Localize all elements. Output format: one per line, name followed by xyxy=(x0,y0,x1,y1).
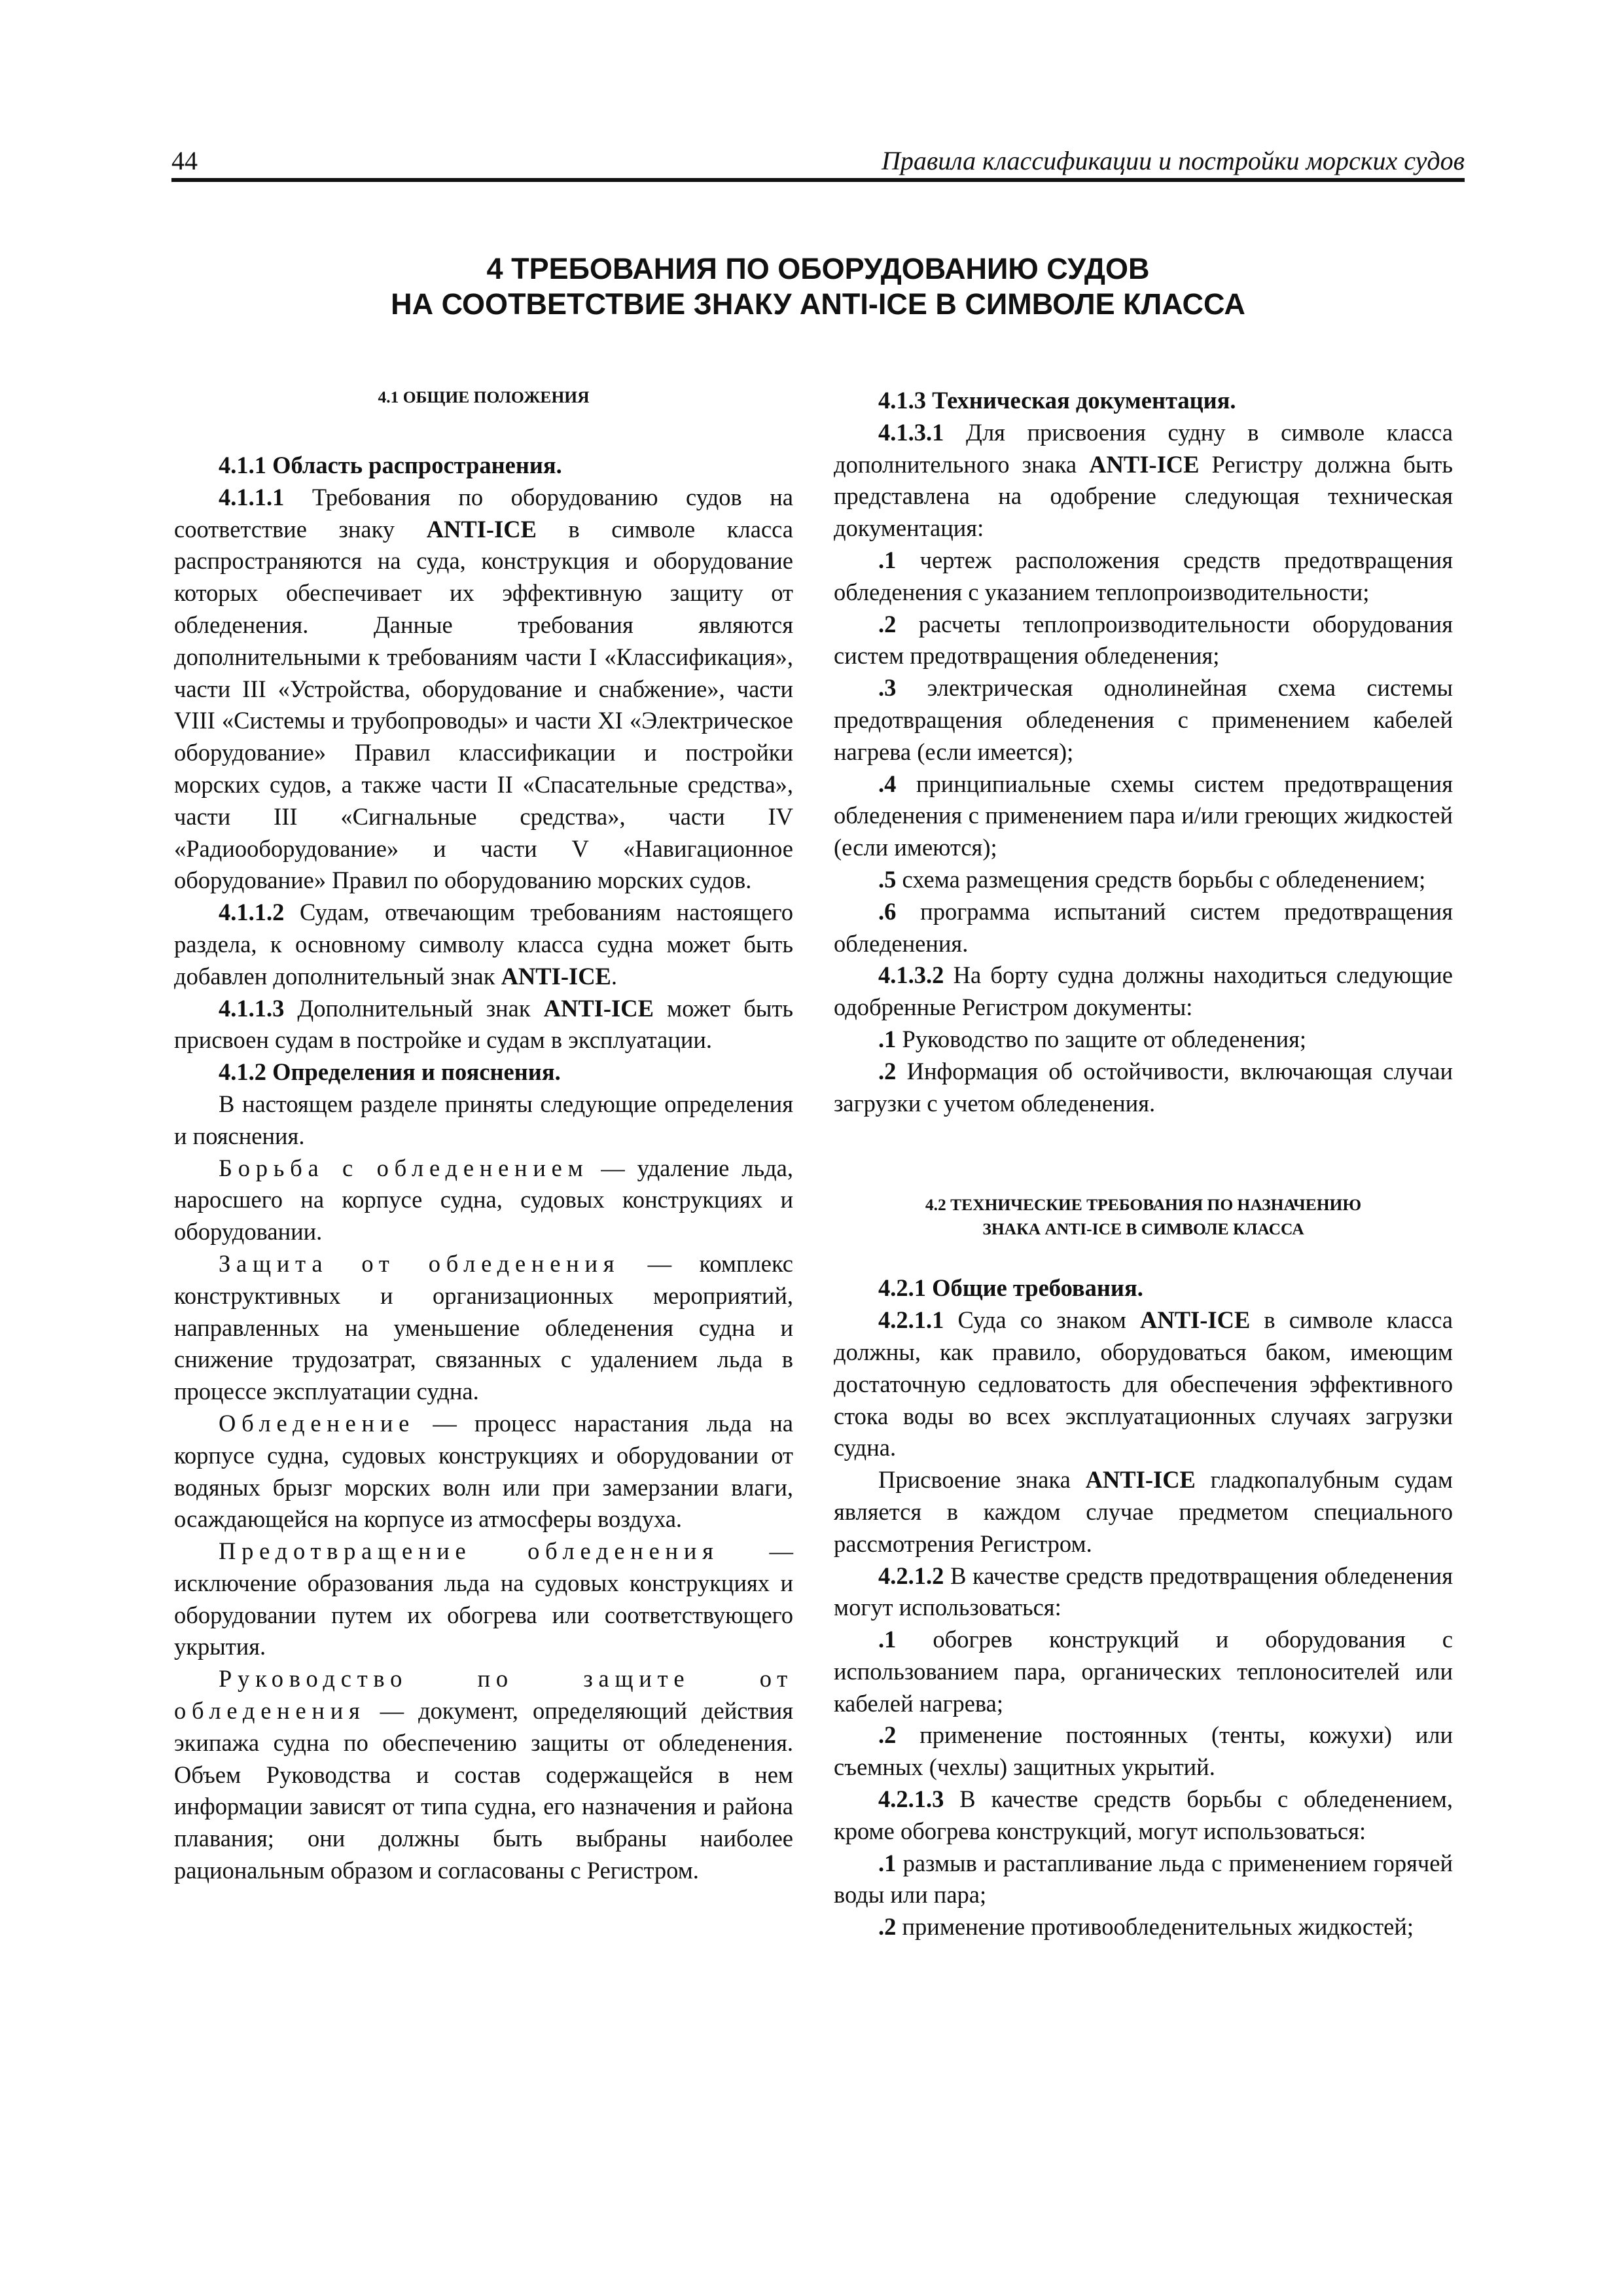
clause-number: 4.1.3.2 xyxy=(878,961,944,989)
item-text: электрическая однолинейная схема системы предотвращения обледенения с применением кабелей нагрева (если имеется); xyxy=(834,674,1453,765)
list-item-4-2-1-3-2 xyxy=(834,1911,1453,1943)
paragraph-text: Суда со знаком xyxy=(944,1306,1140,1334)
definition-ice-protection xyxy=(174,1248,793,1408)
item-text: Информация об остойчивости, включающая случаи загрузки с учетом обледенения. xyxy=(834,1057,1453,1117)
item-number: .1 xyxy=(878,546,897,573)
definition-ice-removal xyxy=(174,1153,793,1248)
list-item-4-2-1-2-2 xyxy=(834,1719,1453,1784)
list-item-4-1-3-2-2 xyxy=(834,1056,1453,1120)
paragraph-text: На борту судна должны находиться следующие одобренные Регистром документы: xyxy=(834,961,1453,1021)
section-4-2-title xyxy=(834,1193,1453,1241)
definition-text: — комплекс конструктивных и организационных мероприятий, направленных на уменьшение обледенения судна и снижение трудозатрат, связанных с удалением льда в процессе эксплуатации судна. xyxy=(174,1249,793,1405)
item-text: чертеж расположения средств предотвращения обледенения с указанием теплопроизводительности; xyxy=(834,546,1453,605)
item-text: размыв и растапливание льда с применением горячей воды или пара; xyxy=(834,1849,1453,1909)
item-number: .2 xyxy=(878,610,897,637)
definition-text: — процесс нарастания льда на корпусе судна, судовых конструкциях и оборудовании от водяных брызг морских волн или при замерзании влаги, осаждающейся на корпусе из атмосферы воздуха. xyxy=(174,1409,793,1533)
definition-icing-prevention xyxy=(174,1535,793,1663)
item-number: .1 xyxy=(878,1849,897,1876)
list-item-4-2-1-2-1 xyxy=(834,1624,1453,1719)
paragraph-4-2-1-1 xyxy=(834,1304,1453,1464)
heading-4-1-3: 4.1.3 Техническая документация. xyxy=(878,387,1236,414)
paragraph-4-2-1-2 xyxy=(834,1560,1453,1624)
left-column xyxy=(174,385,793,1887)
definition-text: — удаление льда, наросшего на корпусе судна, судовых конструкциях и оборудовании. xyxy=(174,1154,793,1246)
paragraph-4-2-1-1-cont xyxy=(834,1464,1453,1560)
chapter-title-line-1: 4 ТРЕБОВАНИЯ ПО ОБОРУДОВАНИЮ СУДОВ xyxy=(486,252,1150,285)
definition-icing-manual xyxy=(174,1663,793,1887)
list-item-4-1-3-1-4 xyxy=(834,768,1453,864)
paragraph-text: В качестве средств борьбы с обледенением, кроме обогрева конструкций, могут использоваться: xyxy=(834,1785,1453,1844)
definition-term: Защита от обледенения xyxy=(219,1249,620,1277)
paragraph-text: Дополнительный знак xyxy=(284,994,544,1022)
clause-number: 4.1.1.2 xyxy=(219,899,285,926)
paragraph-text: В качестве средств предотвращения обледенения могут использоваться: xyxy=(834,1562,1453,1621)
item-number: .2 xyxy=(878,1057,897,1085)
definition-text: — исключение образования льда на судовых конструкциях и оборудовании путем их обогрева или соответствующего укрытия. xyxy=(174,1537,793,1660)
clause-number: 4.2.1.3 xyxy=(878,1785,944,1813)
list-item-4-1-3-1-1 xyxy=(834,545,1453,609)
item-number: .3 xyxy=(878,674,897,702)
item-text: обогрев конструкций и оборудования с использованием пара, органических теплоносителей или кабелей нагрева; xyxy=(834,1626,1453,1717)
paragraph-4-1-1-1 xyxy=(174,482,793,897)
item-text: принципиальные схемы систем предотвращения обледенения с применением пара и/или греющих жидкостей (если имеются); xyxy=(834,770,1453,861)
paragraph-text: . xyxy=(611,962,618,990)
paragraph-text: Для присвоения судну в символе класса дополнительного знака xyxy=(834,418,1453,478)
clause-number: 4.1.1.3 xyxy=(219,994,285,1022)
clause-number: 4.1.3.1 xyxy=(878,418,944,446)
running-title: Правила классификации и постройки морских судов xyxy=(881,146,1465,175)
item-number: .1 xyxy=(878,1025,897,1052)
item-text: схема размещения средств борьбы с обледенением; xyxy=(896,865,1426,893)
class-notation: ANTI-ICE xyxy=(1085,1466,1196,1494)
item-text: применение противообледенительных жидкостей; xyxy=(896,1913,1414,1941)
class-notation: ANTI-ICE xyxy=(543,994,654,1022)
item-text: применение постоянных (тенты, кожухи) или съемных (чехлы) защитных укрытий. xyxy=(834,1721,1453,1781)
list-item-4-2-1-3-1 xyxy=(834,1848,1453,1912)
chapter-title xyxy=(171,251,1465,322)
class-notation: ANTI-ICE xyxy=(1139,1306,1251,1334)
clause-number: 4.2.1.2 xyxy=(878,1562,944,1589)
item-number: .5 xyxy=(878,865,897,893)
heading-4-1-1: 4.1.1 Область распространения. xyxy=(219,452,562,478)
right-column xyxy=(834,385,1453,1943)
class-notation: ANTI-ICE xyxy=(1089,450,1200,478)
heading-4-2-1: 4.2.1 Общие требования. xyxy=(878,1274,1143,1302)
class-notation: ANTI-ICE xyxy=(501,962,611,990)
item-text: расчеты теплопроизводительности оборудования систем предотвращения обледенения; xyxy=(834,610,1453,670)
list-item-4-1-3-2-1 xyxy=(834,1024,1453,1056)
page-number: 44 xyxy=(171,146,198,175)
paragraph-text: Судам, отвечающим требованиям настоящего раздела, к основному символу класса судна может быть добавлен дополнительный знак xyxy=(174,899,793,990)
paragraph-4-2-1-3 xyxy=(834,1784,1453,1848)
paragraph-text: Присвоение знака xyxy=(878,1466,1086,1494)
item-text: Руководство по защите от обледенения; xyxy=(896,1025,1307,1052)
item-number: .2 xyxy=(878,1721,897,1749)
paragraph-text: в символе класса распространяются на суда, конструкция и оборудование которых обеспечивает их эффективную защиту от обледенения. Данные требования являются дополнительными к требованиям части I «Классификация», части III «Устройства, оборудование и снабжение», части VIII «Системы и трубопроводы» и части XI «Электрическое оборудование» Правил классификации и постройки морских судов, а также части II «Спасательные средства», части III «Сигнальные средства», части IV «Радиооборудование» и части V «Навигационное оборудование» Правил по оборудованию морских судов. xyxy=(174,515,793,894)
section-4-2-title-line-1: 4.2 ТЕХНИЧЕСКИЕ ТРЕБОВАНИЯ ПО НАЗНАЧЕНИЮ xyxy=(925,1195,1362,1215)
paragraph-4-1-3-2 xyxy=(834,960,1453,1024)
paragraph-4-1-1-3 xyxy=(174,993,793,1057)
page-header xyxy=(171,145,1465,182)
definition-term: Руководство по защите от обледенения xyxy=(174,1665,793,1725)
clause-number: 4.2.1.1 xyxy=(878,1306,944,1334)
list-item-4-1-3-1-6 xyxy=(834,896,1453,960)
paragraph-text: гладкопалубным судам является в каждом случае предметом специального рассмотрения Регистром. xyxy=(834,1466,1453,1557)
paragraph-4-1-1-2 xyxy=(174,897,793,992)
item-number: .2 xyxy=(878,1913,897,1941)
paragraph-definitions-intro: В настоящем разделе приняты следующие определения и пояснения. xyxy=(174,1090,793,1149)
class-notation: ANTI-ICE xyxy=(426,515,537,543)
definition-term: Обледенение xyxy=(219,1409,416,1437)
item-number: .4 xyxy=(878,770,897,797)
section-4-2-title-line-2: ЗНАКА ANTI-ICE В СИМВОЛЕ КЛАССА xyxy=(982,1219,1304,1239)
definition-icing xyxy=(174,1408,793,1535)
section-4-1-title: 4.1 ОБЩИЕ ПОЛОЖЕНИЯ xyxy=(378,387,590,406)
paragraph-text: в символе класса должны, как правило, оборудоваться баком, имеющим достаточную седловатость для обеспечения эффективного стока воды во всех эксплуатационных случаях загрузки судна. xyxy=(834,1306,1453,1462)
paragraph-text: Требования по оборудованию судов на соответствие знаку xyxy=(174,483,793,543)
item-number: .6 xyxy=(878,897,897,925)
paragraph-text: может быть присвоен судам в постройке и судам в эксплуатации. xyxy=(174,994,793,1054)
definition-term: Предотвращение обледенения xyxy=(219,1537,719,1565)
clause-number: 4.1.1.1 xyxy=(219,483,285,511)
heading-4-1-2: 4.1.2 Определения и пояснения. xyxy=(219,1058,561,1086)
definition-term: Борьба с обледенением xyxy=(219,1154,589,1181)
chapter-title-line-2: НА СООТВЕТСТВИЕ ЗНАКУ ANTI-ICE В СИМВОЛЕ КЛАССА xyxy=(391,287,1245,321)
paragraph-4-1-3-1 xyxy=(834,417,1453,545)
item-text: программа испытаний систем предотвращения обледенения. xyxy=(834,897,1453,957)
paragraph-text: Регистру должна быть представлена на одобрение следующая техническая документация: xyxy=(834,450,1453,542)
list-item-4-1-3-1-3 xyxy=(834,672,1453,768)
list-item-4-1-3-1-2 xyxy=(834,609,1453,673)
item-number: .1 xyxy=(878,1626,897,1653)
list-item-4-1-3-1-5 xyxy=(834,864,1453,896)
definition-text: — документ, определяющий действия экипажа судна по обеспечению защиты от обледенения. Объем Руководства и состав содержащейся в нем информации зависят от типа судна, его назначения и района плавания; они должны быть выбраны наиболее рациональным образом и согласованы с Регистром. xyxy=(174,1697,793,1884)
